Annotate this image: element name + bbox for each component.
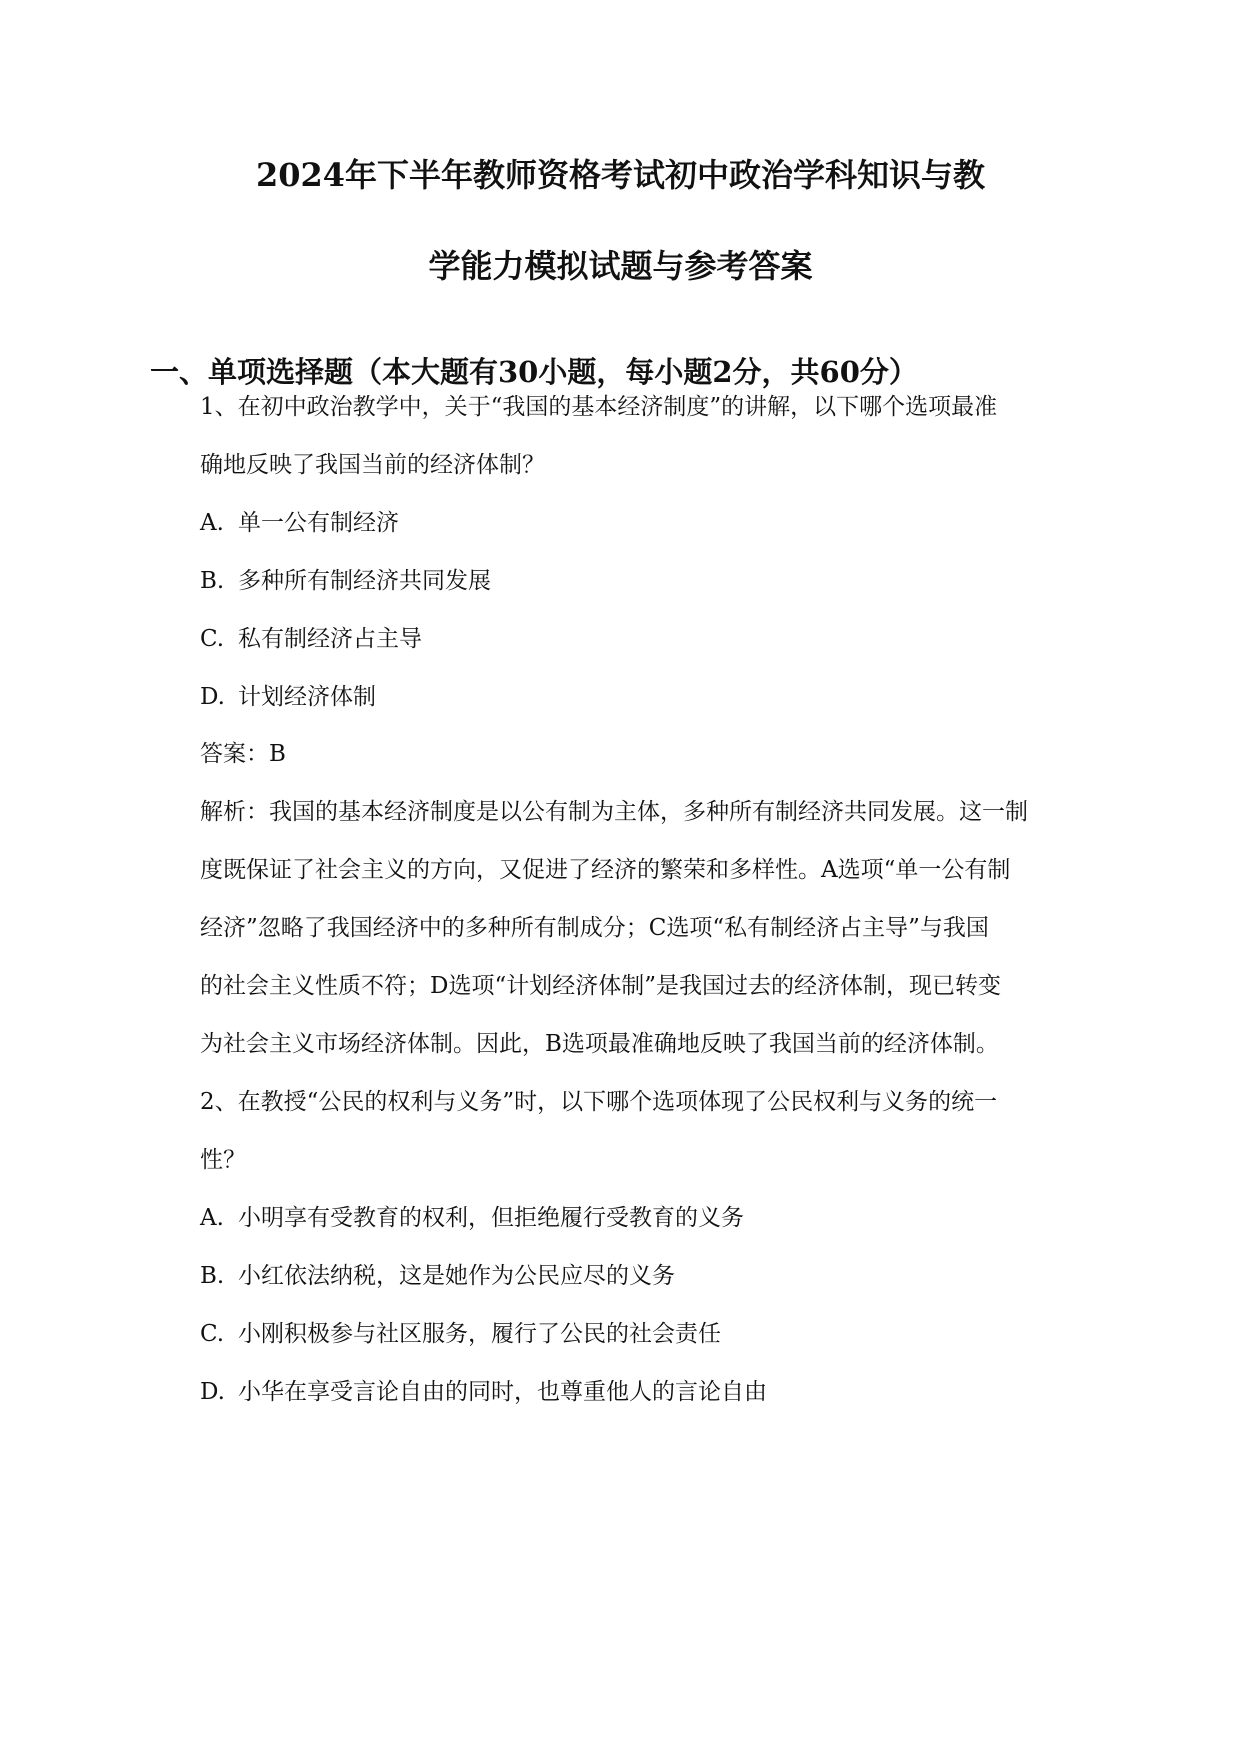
option-text: 计划经济体制 (238, 684, 376, 710)
question-1-analysis-line-4: 的社会主义性质不符；D选项“计划经济体制”是我国过去的经济体制，现已转变 (200, 973, 1001, 999)
question-1-option-c (200, 622, 422, 656)
question-1-analysis-line-2: 度既保证了社会主义的方向，又促进了经济的繁荣和多样性。A选项“单一公有制 (200, 857, 1011, 883)
question-1-stem-line-1: 1、在初中政治教学中，关于“我国的基本经济制度”的讲解，以下哪个选项最准 (200, 394, 998, 420)
option-text: 小明享有受教育的权利，但拒绝履行受教育的义务 (238, 1205, 744, 1231)
question-1-answer: 答案：B (200, 741, 286, 767)
option-label: C. (200, 626, 225, 652)
option-label: A. (200, 510, 224, 536)
section-heading: 一、单项选择题（本大题有30小题，每小题2分，共60分） (150, 355, 918, 389)
option-text: 私有制经济占主导 (238, 626, 422, 652)
question-1-option-d (200, 680, 376, 714)
document-title-line-2: 学能力模拟试题与参考答案 (428, 247, 813, 285)
question-1-option-b (200, 564, 491, 598)
question-1-option-a (200, 506, 399, 540)
option-label: B. (200, 568, 225, 594)
question-1-analysis-line-5: 为社会主义市场经济体制。因此，B选项最准确地反映了我国当前的经济体制。 (200, 1031, 999, 1057)
option-text: 多种所有制经济共同发展 (238, 568, 491, 594)
question-1-stem-line-2: 确地反映了我国当前的经济体制？ (200, 452, 545, 478)
question-1-analysis-line-1: 解析：我国的基本经济制度是以公有制为主体，多种所有制经济共同发展。这一制 (200, 799, 1028, 825)
option-text: 小华在享受言论自由的同时，也尊重他人的言论自由 (238, 1379, 767, 1405)
option-text: 小红依法纳税，这是她作为公民应尽的义务 (238, 1263, 675, 1289)
document-title-line-1: 2024年下半年教师资格考试初中政治学科知识与教 (255, 156, 986, 194)
question-2-option-c (200, 1317, 721, 1351)
question-2-option-b (200, 1259, 675, 1293)
option-text: 小刚积极参与社区服务，履行了公民的社会责任 (238, 1321, 721, 1347)
option-label: D. (200, 1379, 225, 1405)
option-label: A. (200, 1205, 224, 1231)
option-label: D. (200, 684, 225, 710)
question-2-stem-line-2: 性？ (200, 1147, 246, 1173)
question-2-option-a (200, 1201, 744, 1235)
question-1-analysis-line-3: 经济”忽略了我国经济中的多种所有制成分；C选项“私有制经济占主导”与我国 (200, 915, 989, 941)
option-label: C. (200, 1321, 225, 1347)
option-label: B. (200, 1263, 225, 1289)
option-text: 单一公有制经济 (238, 510, 399, 536)
question-2-stem-line-1: 2、在教授“公民的权利与义务”时，以下哪个选项体现了公民权利与义务的统一 (200, 1089, 998, 1115)
question-2-option-d (200, 1375, 767, 1409)
